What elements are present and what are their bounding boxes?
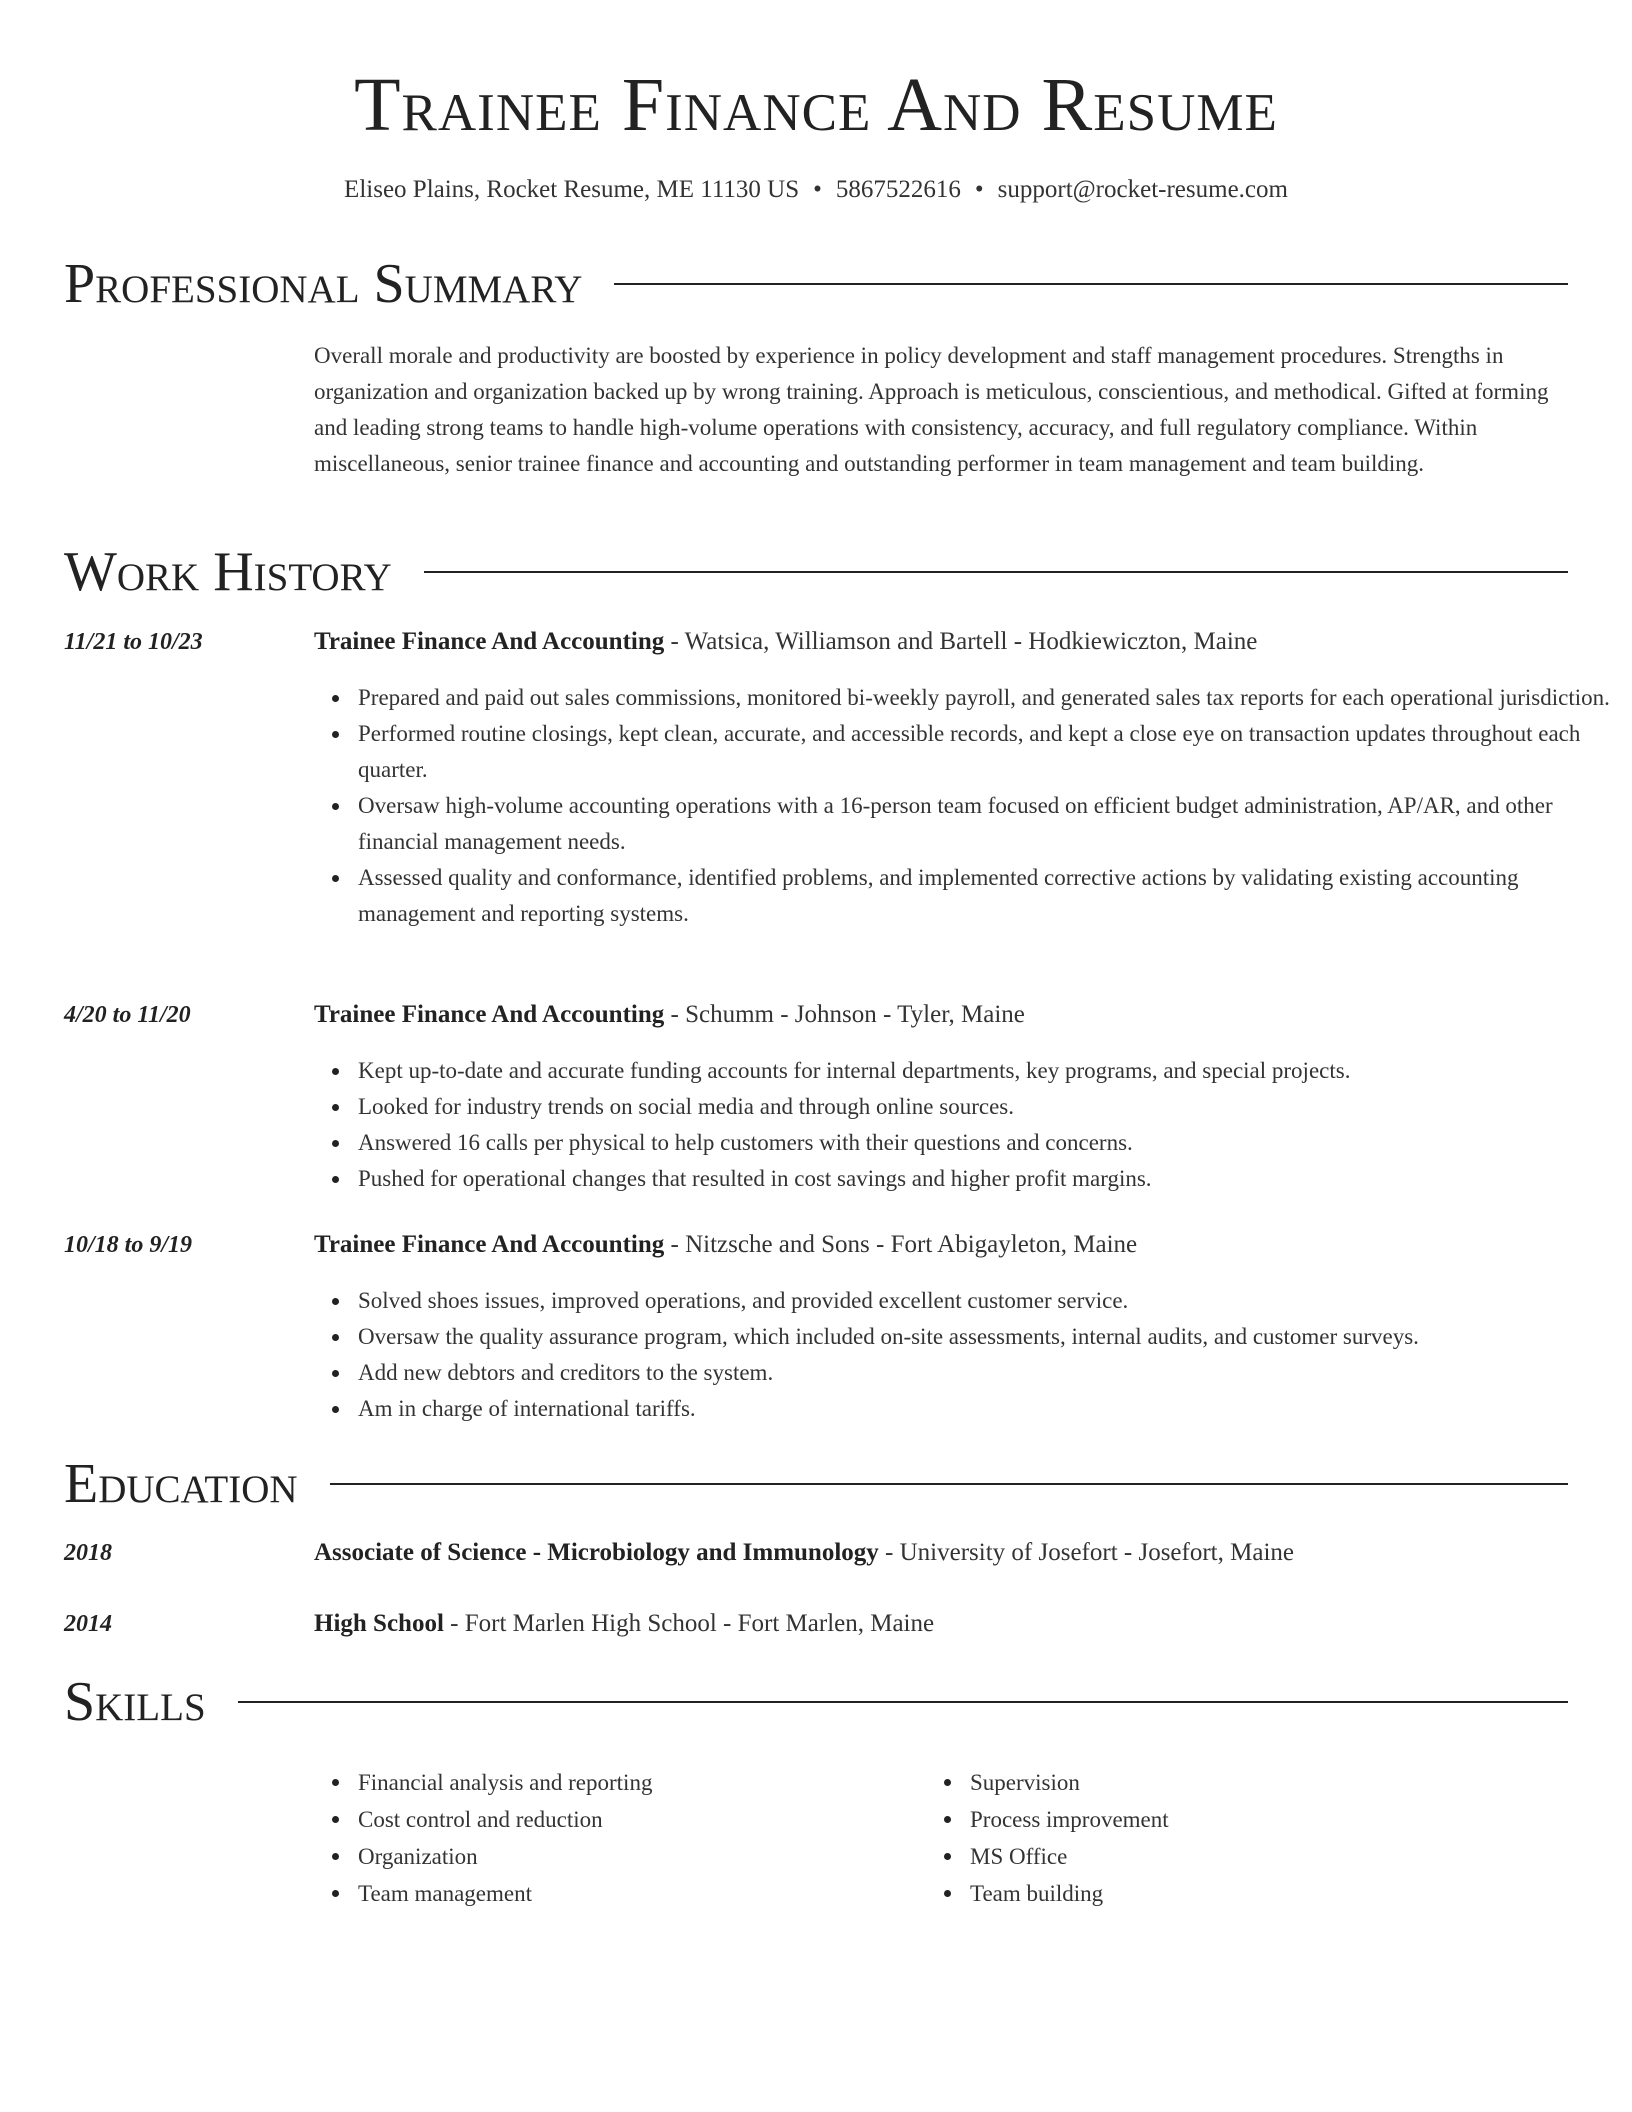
skill-item: Supervision	[970, 1764, 1530, 1801]
education-year: 2014	[64, 1611, 112, 1637]
summary-section-header	[64, 252, 1568, 316]
skill-item: Team building	[970, 1875, 1530, 1912]
education-heading	[314, 1608, 934, 1640]
summary-section-title: Professional Summary	[64, 253, 583, 315]
skill-item: Team management	[358, 1875, 918, 1912]
education-heading	[314, 1537, 1294, 1569]
skills-section-header	[64, 1670, 1568, 1734]
skills-section-title: Skills	[64, 1671, 206, 1733]
job-bullet: Oversaw the quality assurance program, which included on-site assessments, internal audits, and customer surveys.	[358, 1319, 1612, 1355]
job-bullet: Pushed for operational changes that resulted in cost savings and higher profit margins.	[358, 1161, 1612, 1197]
job-bullets	[314, 1283, 1612, 1427]
skills-list-right	[926, 1764, 1530, 1912]
education-degree: High School	[314, 1610, 444, 1637]
skill-item: Cost control and reduction	[358, 1801, 918, 1838]
contact-email: support@rocket-resume.com	[997, 176, 1288, 203]
skill-item: MS Office	[970, 1838, 1530, 1875]
job-position: Trainee Finance And Accounting	[314, 1001, 665, 1028]
summary-text: Overall morale and productivity are boosted by experience in policy development and staff management procedures. Strengths in organization and organization backed up by wrong training. Approach is meticulous, conscientious, and methodical. Gifted at forming and leading strong teams to handle high-volume operations with consistency, accuracy, and full regulatory compliance. Within miscellaneous, senior trainee finance and accounting and outstanding performer in team management and team building.	[314, 343, 1549, 476]
job-bullet: Am in charge of international tariffs.	[358, 1391, 1612, 1427]
job-bullet: Answered 16 calls per physical to help customers with their questions and concerns.	[358, 1125, 1612, 1161]
skill-item: Organization	[358, 1838, 918, 1875]
job-dates: 11/21 to 10/23	[64, 629, 203, 655]
job-bullet: Assessed quality and conformance, identified problems, and implemented corrective actions by validating existing accounting management and reporting systems.	[358, 860, 1612, 932]
resume-name: Trainee Finance And Resume	[354, 63, 1278, 147]
job-heading	[314, 1229, 1137, 1261]
job-details: - Watsica, Williamson and Bartell - Hodkiewiczton, Maine	[664, 628, 1258, 655]
skills-list-left	[314, 1764, 918, 1912]
education-details: - Fort Marlen High School - Fort Marlen, Maine	[443, 1610, 935, 1637]
section-divider	[238, 1701, 1568, 1703]
education-year: 2018	[64, 1540, 112, 1566]
job-bullet: Performed routine closings, kept clean, accurate, and accessible records, and kept a close eye on transaction updates throughout each quarter.	[358, 716, 1612, 788]
job-details: - Nitzsche and Sons - Fort Abigayleton, Maine	[664, 1231, 1138, 1258]
job-bullet: Oversaw high-volume accounting operations with a 16-person team focused on efficient budget administration, AP/AR, and other financial management needs.	[358, 788, 1612, 860]
education-details: - University of Josefort - Josefort, Maine	[878, 1539, 1294, 1566]
work-section-title: Work History	[64, 541, 392, 603]
contact-phone: 5867522616	[835, 176, 961, 203]
job-details: - Schumm - Johnson - Tyler, Maine	[664, 1001, 1025, 1028]
skill-item: Financial analysis and reporting	[358, 1764, 918, 1801]
section-divider	[424, 571, 1568, 573]
job-position: Trainee Finance And Accounting	[314, 1231, 665, 1258]
education-section-header	[64, 1452, 1568, 1516]
job-position: Trainee Finance And Accounting	[314, 628, 665, 655]
skill-item: Process improvement	[970, 1801, 1530, 1838]
section-divider	[614, 283, 1568, 285]
section-divider	[330, 1483, 1568, 1485]
education-degree: Associate of Science - Microbiology and Immunology	[314, 1539, 879, 1566]
job-heading	[314, 999, 1025, 1031]
contact-separator: •	[974, 176, 984, 203]
education-section-title: Education	[64, 1453, 298, 1515]
job-bullet: Add new debtors and creditors to the system.	[358, 1355, 1612, 1391]
job-bullets	[314, 680, 1612, 932]
job-bullet: Solved shoes issues, improved operations, and provided excellent customer service.	[358, 1283, 1612, 1319]
job-bullet: Looked for industry trends on social media and through online sources.	[358, 1089, 1612, 1125]
job-bullet: Kept up-to-date and accurate funding accounts for internal departments, key programs, and special projects.	[358, 1053, 1612, 1089]
contact-line	[0, 174, 1632, 206]
job-dates: 4/20 to 11/20	[64, 1002, 191, 1028]
job-dates: 10/18 to 9/19	[64, 1232, 193, 1258]
contact-address: Eliseo Plains, Rocket Resume, ME 11130 US	[344, 176, 800, 203]
job-bullet: Prepared and paid out sales commissions, monitored bi-weekly payroll, and generated sales tax reports for each operational jurisdiction.	[358, 680, 1612, 716]
job-heading	[314, 626, 1257, 658]
work-section-header	[64, 540, 1568, 604]
job-bullets	[314, 1053, 1612, 1197]
contact-separator: •	[813, 176, 822, 203]
